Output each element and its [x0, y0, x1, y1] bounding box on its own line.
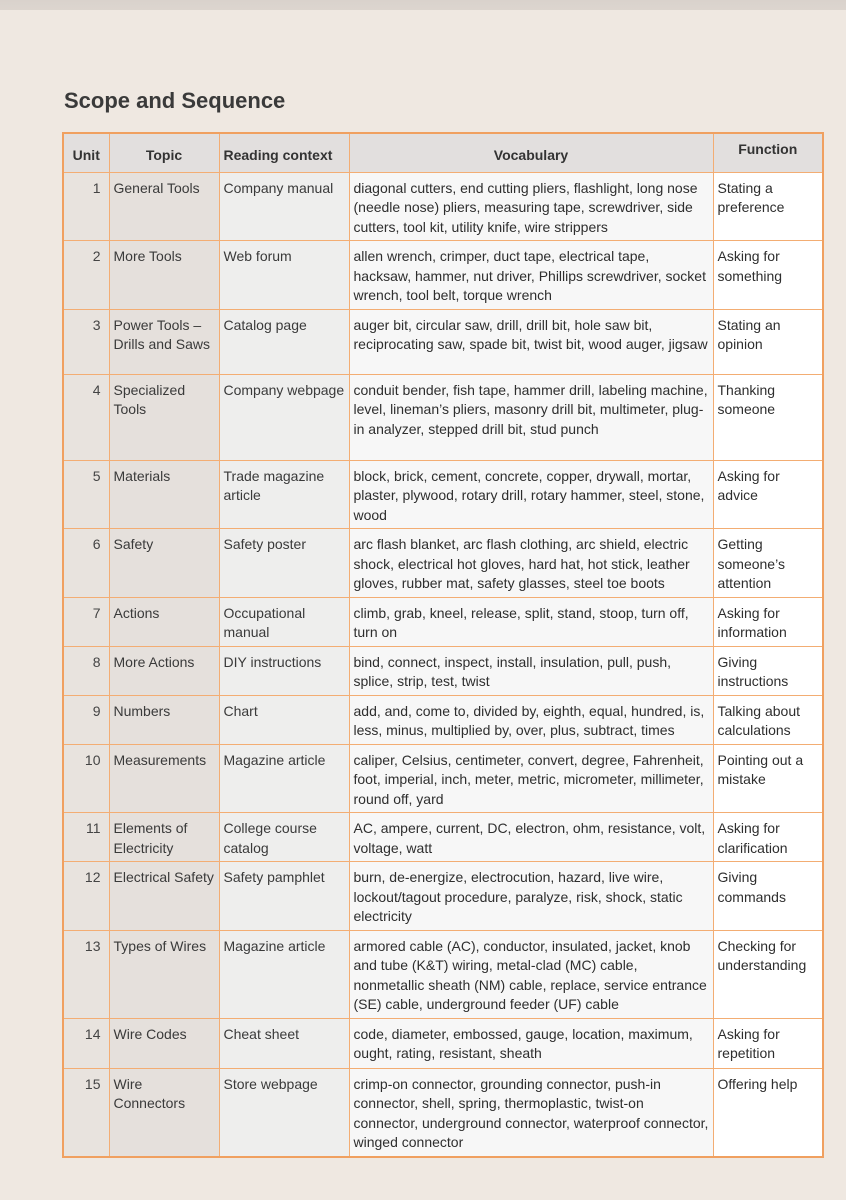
vocabulary-cell: armored cable (AC), conductor, insulated, jacket, knob and tube (K&T) wiring, metal-clad (MC) cable, nonmetallic sheath (NM) cable, replace, service entrance (SE) cable, underground feeder (UF) cable — [349, 930, 713, 1018]
table-row — [63, 529, 823, 598]
unit-number: 7 — [63, 597, 109, 646]
vocabulary-cell: burn, de-energize, electrocution, hazard, live wire, lockout/tagout procedure, paralyze, risk, shock, static electricity — [349, 862, 713, 931]
reading-context-cell: Magazine article — [219, 744, 349, 813]
vocabulary-cell: bind, connect, inspect, install, insulation, pull, push, splice, strip, test, twist — [349, 646, 713, 695]
vocabulary-cell: diagonal cutters, end cutting pliers, flashlight, long nose (needle nose) pliers, measuring tape, screwdriver, side cutters, tool kit, utility knife, wire strippers — [349, 172, 713, 241]
header-unit: Unit — [63, 133, 109, 172]
table-row — [63, 309, 823, 374]
function-cell: Asking for clarification — [713, 813, 823, 862]
function-cell: Giving instructions — [713, 646, 823, 695]
unit-number: 4 — [63, 374, 109, 460]
topic-cell: Materials — [109, 460, 219, 529]
function-cell: Pointing out a mistake — [713, 744, 823, 813]
topic-cell: Electrical Safety — [109, 862, 219, 931]
unit-number: 12 — [63, 862, 109, 931]
table-header-row — [63, 133, 823, 172]
scope-sequence-table — [62, 132, 824, 1158]
topic-cell: Wire Connectors — [109, 1068, 219, 1157]
table-row — [63, 241, 823, 310]
unit-number: 1 — [63, 172, 109, 241]
function-cell: Asking for repetition — [713, 1018, 823, 1068]
table-row — [63, 374, 823, 460]
reading-context-cell: College course catalog — [219, 813, 349, 862]
table-row — [63, 646, 823, 695]
table-row — [63, 1068, 823, 1157]
reading-context-cell: Store webpage — [219, 1068, 349, 1157]
header-vocabulary: Vocabulary — [349, 133, 713, 172]
function-cell: Asking for information — [713, 597, 823, 646]
unit-number: 8 — [63, 646, 109, 695]
vocabulary-cell: allen wrench, crimper, duct tape, electrical tape, hacksaw, hammer, nut driver, Phillips screwdriver, socket wrench, tool belt, torque wrench — [349, 241, 713, 310]
table-row — [63, 597, 823, 646]
table-row — [63, 695, 823, 744]
table-row — [63, 930, 823, 1018]
unit-number: 13 — [63, 930, 109, 1018]
table-row — [63, 813, 823, 862]
topic-cell: Power Tools – Drills and Saws — [109, 309, 219, 374]
header-reading-context: Reading context — [219, 133, 349, 172]
reading-context-cell: Safety poster — [219, 529, 349, 598]
table-row — [63, 862, 823, 931]
page-title: Scope and Sequence — [64, 88, 286, 113]
function-cell: Giving commands — [713, 862, 823, 931]
function-cell: Thanking someone — [713, 374, 823, 460]
unit-number: 6 — [63, 529, 109, 598]
table-row — [63, 172, 823, 241]
vocabulary-cell: arc flash blanket, arc flash clothing, arc shield, electric shock, electrical hot gloves, hard hat, hot stick, leather gloves, rubber mat, safety glasses, steel toe boots — [349, 529, 713, 598]
function-cell: Stating a preference — [713, 172, 823, 241]
reading-context-cell: Catalog page — [219, 309, 349, 374]
reading-context-cell: Trade magazine article — [219, 460, 349, 529]
vocabulary-cell: crimp-on connector, grounding connector, push-in connector, shell, spring, thermoplastic, twist-on connector, underground connector, waterproof connector, winged connector — [349, 1068, 713, 1157]
vocabulary-cell: add, and, come to, divided by, eighth, equal, hundred, is, less, minus, multiplied by, over, plus, subtract, times — [349, 695, 713, 744]
unit-number: 9 — [63, 695, 109, 744]
unit-number: 3 — [63, 309, 109, 374]
topic-cell: Actions — [109, 597, 219, 646]
topic-cell: More Actions — [109, 646, 219, 695]
unit-number: 2 — [63, 241, 109, 310]
header-function: Function — [713, 133, 823, 172]
topic-cell: Measurements — [109, 744, 219, 813]
reading-context-cell: Cheat sheet — [219, 1018, 349, 1068]
reading-context-cell: Company webpage — [219, 374, 349, 460]
reading-context-cell: Chart — [219, 695, 349, 744]
topic-cell: More Tools — [109, 241, 219, 310]
table-body — [63, 172, 823, 1157]
vocabulary-cell: code, diameter, embossed, gauge, location, maximum, ought, rating, resistant, sheath — [349, 1018, 713, 1068]
vocabulary-cell: block, brick, cement, concrete, copper, drywall, mortar, plaster, plywood, rotary drill, rotary hammer, steel, stone, wood — [349, 460, 713, 529]
header-topic: Topic — [109, 133, 219, 172]
topic-cell: Safety — [109, 529, 219, 598]
unit-number: 5 — [63, 460, 109, 529]
vocabulary-cell: climb, grab, kneel, release, split, stand, stoop, turn off, turn on — [349, 597, 713, 646]
reading-context-cell: Company manual — [219, 172, 349, 241]
function-cell: Offering help — [713, 1068, 823, 1157]
reading-context-cell: DIY instructions — [219, 646, 349, 695]
table-row — [63, 460, 823, 529]
vocabulary-cell: AC, ampere, current, DC, electron, ohm, resistance, volt, voltage, watt — [349, 813, 713, 862]
topic-cell: General Tools — [109, 172, 219, 241]
function-cell: Checking for understanding — [713, 930, 823, 1018]
unit-number: 14 — [63, 1018, 109, 1068]
table-row — [63, 1018, 823, 1068]
function-cell: Asking for something — [713, 241, 823, 310]
function-cell: Talking about calculations — [713, 695, 823, 744]
topic-cell: Numbers — [109, 695, 219, 744]
topic-cell: Specialized Tools — [109, 374, 219, 460]
function-cell: Stating an opinion — [713, 309, 823, 374]
reading-context-cell: Safety pamphlet — [219, 862, 349, 931]
reading-context-cell: Web forum — [219, 241, 349, 310]
topic-cell: Elements of Electricity — [109, 813, 219, 862]
topic-cell: Wire Codes — [109, 1018, 219, 1068]
reading-context-cell: Occupational manual — [219, 597, 349, 646]
function-cell: Getting someone’s attention — [713, 529, 823, 598]
function-cell: Asking for advice — [713, 460, 823, 529]
unit-number: 15 — [63, 1068, 109, 1157]
vocabulary-cell: caliper, Celsius, centimeter, convert, degree, Fahrenheit, foot, imperial, inch, meter, metric, micrometer, millimeter, round off, yard — [349, 744, 713, 813]
table-row — [63, 744, 823, 813]
reading-context-cell: Magazine article — [219, 930, 349, 1018]
topic-cell: Types of Wires — [109, 930, 219, 1018]
unit-number: 10 — [63, 744, 109, 813]
unit-number: 11 — [63, 813, 109, 862]
vocabulary-cell: auger bit, circular saw, drill, drill bit, hole saw bit, reciprocating saw, spade bit, twist bit, wood auger, jigsaw — [349, 309, 713, 374]
vocabulary-cell: conduit bender, fish tape, hammer drill, labeling machine, level, lineman’s pliers, masonry drill bit, multimeter, plug-in analyzer, stepped drill bit, stud punch — [349, 374, 713, 460]
